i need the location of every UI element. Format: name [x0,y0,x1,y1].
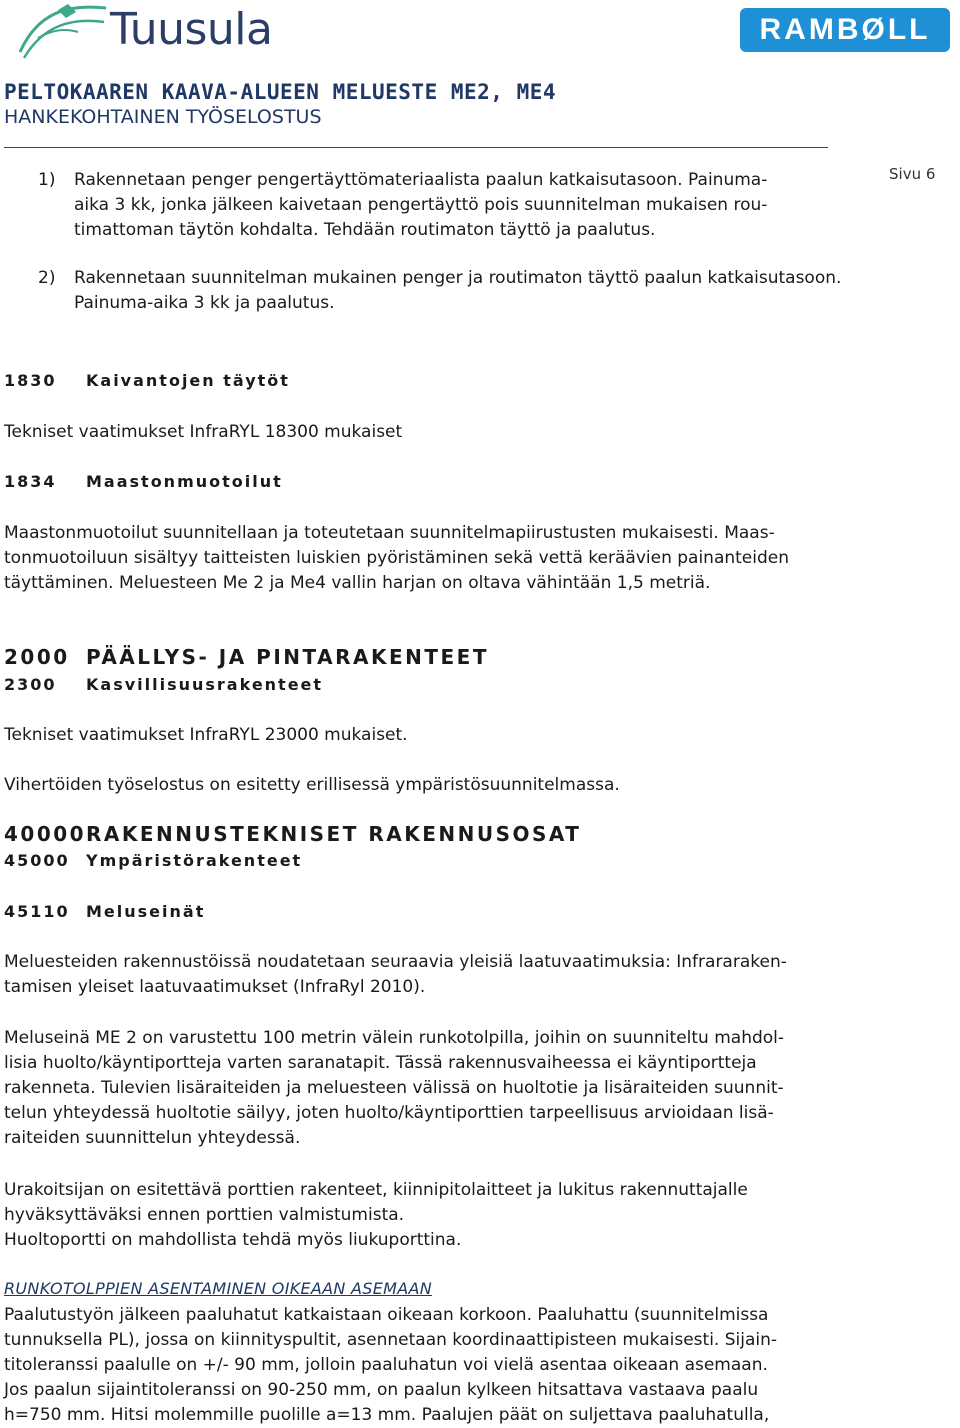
paragraph-line: Tekniset vaatimukset InfraRYL 23000 mukaiset. [4,725,408,745]
paragraph-line: hyväksyttäväksi ennen porttien valmistumista. [4,1205,405,1225]
tuusula-logo [18,2,298,60]
paragraph-line: lisia huolto/käyntiportteja varten saranatapit. Tässä rakennusvaiheessa ei käyntiportteja [4,1053,757,1073]
section-code: 40000 [4,822,87,846]
document-title: PELTOKAAREN KAAVA-ALUEEN MELUESTE ME2, ME4 [4,80,557,104]
paragraph-line: titoleranssi paalulle on +/- 90 mm, jolloin paaluhatun voi vielä asentaa oikeaan asemaan. [4,1355,768,1375]
section-code: 1830 [4,371,57,390]
section-label: Ympäristörakenteet [86,851,303,870]
paragraph-line: Paalutustyön jälkeen paaluhatut katkaistaan oikeaan korkoon. Paaluhattu (suunnitelmissa [4,1305,769,1325]
paragraph [4,521,834,596]
paragraph [4,1178,834,1253]
paragraph-line: tamisen yleiset laatuvaatimukset (InfraRyl 2010). [4,977,426,997]
paragraph [4,723,834,748]
document-subtitle: HANKEKOHTAINEN TYÖSELOSTUS [4,106,322,128]
paragraph-line: Vihertöiden työselostus on esitetty erillisessä ympäristösuunnitelmassa. [4,775,620,795]
paragraph [4,950,834,1000]
list-item-line: timattoman täytön kohdalta. Tehdään routimaton täyttö ja paalutus. [74,220,656,240]
section-label: Kaivantojen täytöt [86,371,290,390]
paragraph-line: rakenneta. Tulevien lisäraiteiden ja meluesteen välissä on huoltotie ja lisäraiteiden suunnit- [4,1078,784,1098]
paragraph-line: Meluesteiden rakennustöissä noudatetaan seuraavia yleisiä laatuvaatimuksia: Infrararaken- [4,952,787,972]
list-item-line: Rakennetaan penger pengertäyttömateriaalista paalun katkaisutasoon. Painuma- [74,170,768,190]
section-code: 2300 [4,675,57,694]
section-label: Meluseinät [86,902,206,921]
section-code: 1834 [4,472,57,491]
paragraph-line: Maastonmuotoilut suunnitellaan ja toteutetaan suunnitelmapiirustusten mukaisesti. Maas- [4,523,775,543]
section-label: Kasvillisuusrakenteet [86,675,324,694]
paragraph-line: telun yhteydessä huoltotie säilyy, joten huolto/käyntiporttien tarpeellisuus arvioidaan lisä- [4,1103,774,1123]
list-item-number: 1) [38,170,56,190]
tuusula-emblem-icon [18,2,110,60]
list-item-number: 2) [38,268,56,288]
subsection-heading: RUNKOTOLPPIEN ASENTAMINEN OIKEAAN ASEMAAN [4,1279,433,1298]
section-label: Maastonmuotoilut [86,472,283,491]
list-item-line: aika 3 kk, jonka jälkeen kaivetaan pengertäyttö pois suunnitelman mukaisen rou- [74,195,768,215]
paragraph-line: Meluseinä ME 2 on varustettu 100 metrin välein runkotolpilla, joihin on suunniteltu mahdol- [4,1028,785,1048]
tuusula-logo-text: Tuusula [110,4,273,55]
section-code: 2000 [4,645,70,669]
section-code: 45000 [4,851,70,870]
section-label: RAKENNUSTEKNISET RAKENNUSOSAT [86,822,582,846]
paragraph-line: h=750 mm. Hitsi molemmille puolille a=13 mm. Paalujen päät on suljettava paaluhatulla, [4,1405,770,1425]
ramboll-logo: RAMBØLL [740,8,950,52]
paragraph [4,1303,834,1428]
page-number: Sivu 6 [889,165,936,183]
paragraph [4,773,834,798]
paragraph-line: Urakoitsijan on esitettävä porttien rakenteet, kiinnipitolaitteet ja lukitus rakennuttajalle [4,1180,748,1200]
paragraph [4,1026,834,1151]
paragraph-line: Huoltoportti on mahdollista tehdä myös liukuporttina. [4,1230,462,1250]
paragraph-line: Tekniset vaatimukset InfraRYL 18300 mukaiset [4,422,403,442]
paragraph-line: tonmuotoiluun sisältyy taitteisten luiskien pyöristäminen sekä vettä keräävien painanteiden [4,548,790,568]
paragraph-line: tunnuksella PL), jossa on kiinnityspultit, asennetaan koordinaattipisteen mukaisesti. Sijain- [4,1330,778,1350]
paragraph-line: täyttäminen. Meluesteen Me 2 ja Me4 vallin harjan on oltava vähintään 1,5 metriä. [4,573,711,593]
paragraph [4,420,834,445]
list-item-line: Painuma-aika 3 kk ja paalutus. [74,293,335,313]
list-item-line: Rakennetaan suunnitelman mukainen penger ja routimaton täyttö paalun katkaisutasoon. [74,268,842,288]
section-code: 45110 [4,902,70,921]
paragraph-line: Jos paalun sijaintitoleranssi on 90-250 mm, on paalun kylkeen hitsattava vastaava paalu [4,1380,759,1400]
section-label: PÄÄLLYS- JA PINTARAKENTEET [86,645,489,669]
header-divider [4,147,828,148]
paragraph-line: raiteiden suunnittelun yhteydessä. [4,1128,301,1148]
